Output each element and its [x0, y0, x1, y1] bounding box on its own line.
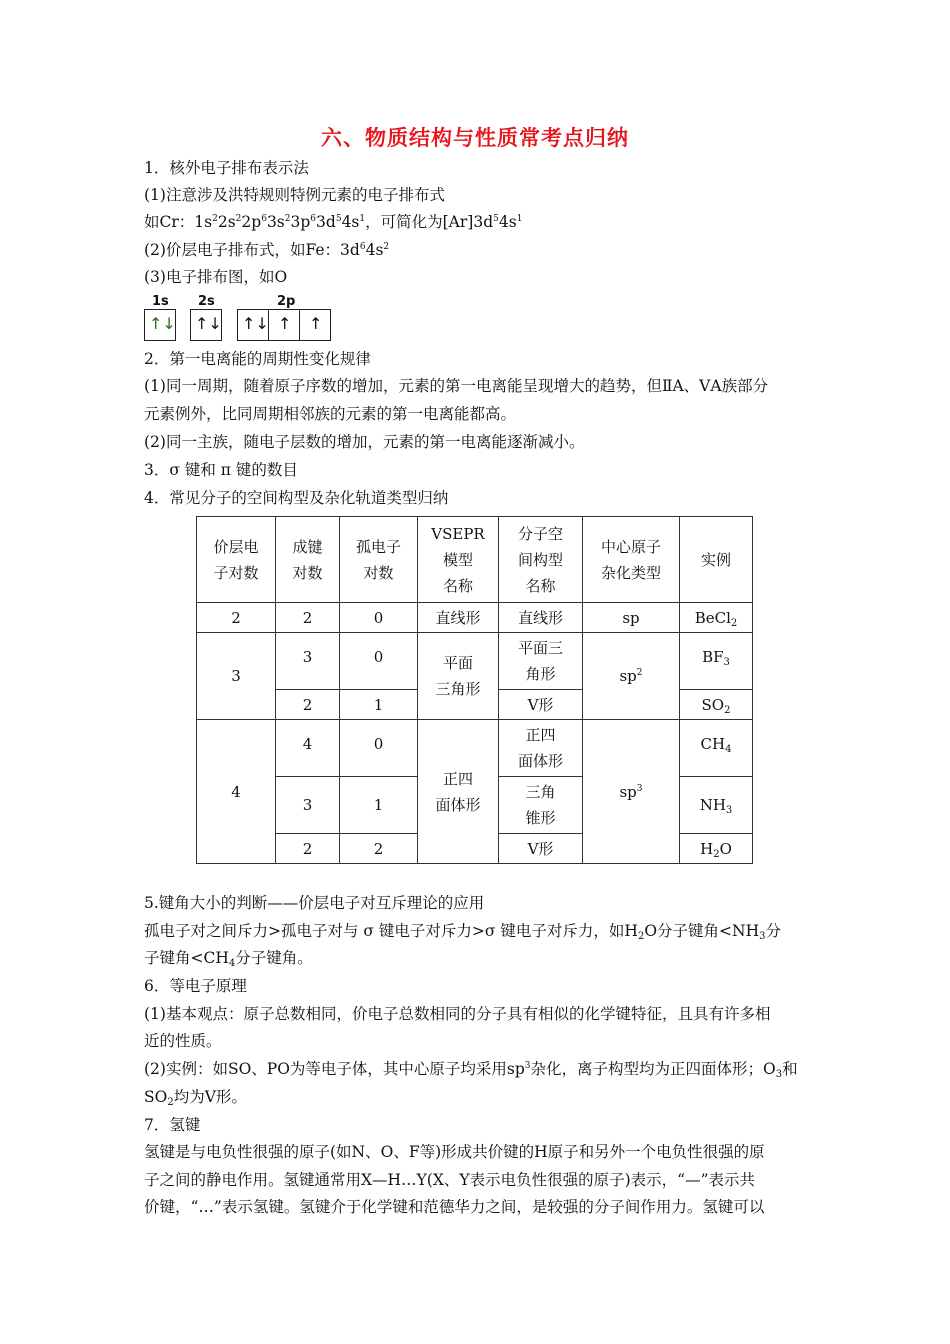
- cell-vsepr: 直线形: [418, 603, 499, 633]
- cell-vsepr: 平面 三角形: [418, 633, 499, 720]
- cell-lone-pairs: 0: [340, 633, 418, 690]
- fe-valence-configuration: (2)价层电子排布式，如Fe：$3d^64s^2$: [144, 241, 390, 259]
- orbital-box-2p: [237, 309, 331, 341]
- cell-bonding-pairs: 4: [276, 720, 340, 777]
- cell-lone-pairs: 0: [340, 720, 418, 777]
- section-5-heading: 5.键角大小的判断——价层电子对互斥理论的应用: [144, 894, 485, 912]
- orbital-cell: [300, 310, 330, 340]
- header-hybridization: 中心原子 杂化类型: [583, 517, 680, 603]
- cell-bonding-pairs: 3: [276, 777, 340, 834]
- cell-bonding-pairs: 2: [276, 603, 340, 633]
- section-3-heading: 3．σ 键和 π 键的数目: [144, 461, 298, 479]
- cell-bonding-pairs: 2: [276, 690, 340, 720]
- cell-shape: V形: [499, 834, 583, 864]
- cell-example: $BF_3$: [680, 633, 753, 690]
- section-6-item-1-line-1: (1)基本观点：原子总数相同，价电子总数相同的分子具有相似的化学键特征，且具有许多相: [144, 1005, 771, 1023]
- section-2-heading: 2．第一电离能的周期性变化规律: [144, 350, 371, 368]
- section-2-item-1-line-1: (1)同一周期，随着原子序数的增加，元素的第一电离能呈现增大的趋势，但ⅡA、ⅤA族部分: [144, 377, 769, 395]
- electron-pair-arrows: ↑↓: [149, 314, 176, 333]
- cell-example: $SO_2$: [680, 690, 753, 720]
- cell-hybridization: sp: [583, 603, 680, 633]
- header-valence-pairs: 价层电 子对数: [197, 517, 276, 603]
- table-row: [197, 720, 753, 777]
- orbital-label-2s: 2s: [198, 294, 215, 309]
- section-7-heading: 7．氢键: [144, 1116, 201, 1134]
- page-title: 六、物质结构与性质常考点归纳: [321, 125, 629, 150]
- section-6-item-2-line-2: $SO_2$均为V形。: [144, 1088, 247, 1108]
- cell-bonding-pairs: 2: [276, 834, 340, 864]
- table-row: [197, 603, 753, 633]
- section-1-item-3: (3)电子排布图，如O: [144, 268, 288, 286]
- header-molecular-shape: 分子空 间构型 名称: [499, 517, 583, 603]
- table-row: [197, 633, 753, 690]
- orbital-box-1s: [144, 309, 176, 341]
- cell-shape: 直线形: [499, 603, 583, 633]
- cell-shape: V形: [499, 690, 583, 720]
- header-bonding-pairs: 成键 对数: [276, 517, 340, 603]
- cell-shape: 三角 锥形: [499, 777, 583, 834]
- section-2-item-1-line-2: 元素例外，比同周期相邻族的元素的第一电离能都高。: [144, 405, 517, 423]
- section-4-heading: 4．常见分子的空间构型及杂化轨道类型归纳: [144, 489, 449, 507]
- electron-pair-arrows: ↑↓: [195, 314, 222, 333]
- cell-lone-pairs: 1: [340, 777, 418, 834]
- cell-bonding-pairs: 3: [276, 633, 340, 690]
- orbital-cell: [269, 310, 300, 340]
- header-example: 实例: [680, 517, 753, 603]
- cell-example: $NH_3$: [680, 777, 753, 834]
- cell-valence-pairs: 3: [197, 633, 276, 720]
- section-7-line-1: 氢键是与电负性很强的原子(如N、O、F等)形成共价键的H原子和另外一个电负性很强的原: [144, 1143, 765, 1161]
- cell-lone-pairs: 1: [340, 690, 418, 720]
- header-vsepr-model: VSEPR 模型 名称: [418, 517, 499, 603]
- electron-up-arrow: ↑: [309, 314, 323, 333]
- section-5-line-1: 孤电子对之间斥力>孤电子对与 σ 键电子对斥力>σ 键电子对斥力，如$H_2O$分子键角$<NH_3$分: [144, 922, 781, 942]
- table-header-row: [197, 517, 753, 603]
- section-1-item-1: (1)注意涉及洪特规则特例元素的电子排布式: [144, 186, 445, 204]
- section-7-line-2: 子之间的静电作用。氢键通常用X—H…Y(X、Y表示电负性很强的原子)表示，“—”表示共: [144, 1171, 755, 1189]
- section-6-item-2-line-1: (2)实例：如SO、PO为等电子体，其中心原子均采用$sp^3$杂化，离子构型均为正四面体形；$O_3$和: [144, 1060, 798, 1080]
- cell-valence-pairs: 2: [197, 603, 276, 633]
- cell-lone-pairs: 0: [340, 603, 418, 633]
- header-lone-pairs: 孤电子 对数: [340, 517, 418, 603]
- orbital-label-2p: 2p: [277, 294, 296, 309]
- cell-example: $CH_4$: [680, 720, 753, 777]
- cell-lone-pairs: 2: [340, 834, 418, 864]
- cell-hybridization: $sp^3$: [583, 720, 680, 864]
- cell-valence-pairs: 4: [197, 720, 276, 864]
- section-7-line-3: 价键，“…”表示氢键。氢键介于化学键和范德华力之间，是较强的分子间作用力。氢键可以: [144, 1198, 765, 1216]
- orbital-cell: [238, 310, 269, 340]
- section-6-item-1-line-2: 近的性质。: [144, 1032, 222, 1050]
- section-1-heading: 1．核外电子排布表示法: [144, 159, 309, 177]
- cell-example: BeCl$_2$: [680, 603, 753, 633]
- section-2-item-2: (2)同一主族，随电子层数的增加，元素的第一电离能逐渐减小。: [144, 433, 585, 451]
- cr-electron-configuration: 如Cr：$1s^22s^22p^63s^23p^63d^54s^1$，可简化为$[Ar]3d^54s^1$: [144, 213, 523, 231]
- orbital-label-1s: 1s: [152, 294, 169, 309]
- section-6-heading: 6．等电子原理: [144, 977, 247, 995]
- cell-shape: 正四 面体形: [499, 720, 583, 777]
- orbital-cell: [145, 310, 175, 340]
- orbital-cell: [191, 310, 221, 340]
- hybridization-table: [196, 516, 753, 864]
- cell-shape: 平面三 角形: [499, 633, 583, 690]
- electron-pair-arrows: ↑↓: [242, 314, 269, 333]
- cell-vsepr: 正四 面体形: [418, 720, 499, 864]
- cell-hybridization: $sp^2$: [583, 633, 680, 720]
- section-5-line-2: 子键角$<CH_4$分子键角。: [144, 949, 313, 969]
- cell-example: $H_2O$: [680, 834, 753, 864]
- orbital-box-2s: [190, 309, 222, 341]
- electron-up-arrow: ↑: [278, 314, 292, 333]
